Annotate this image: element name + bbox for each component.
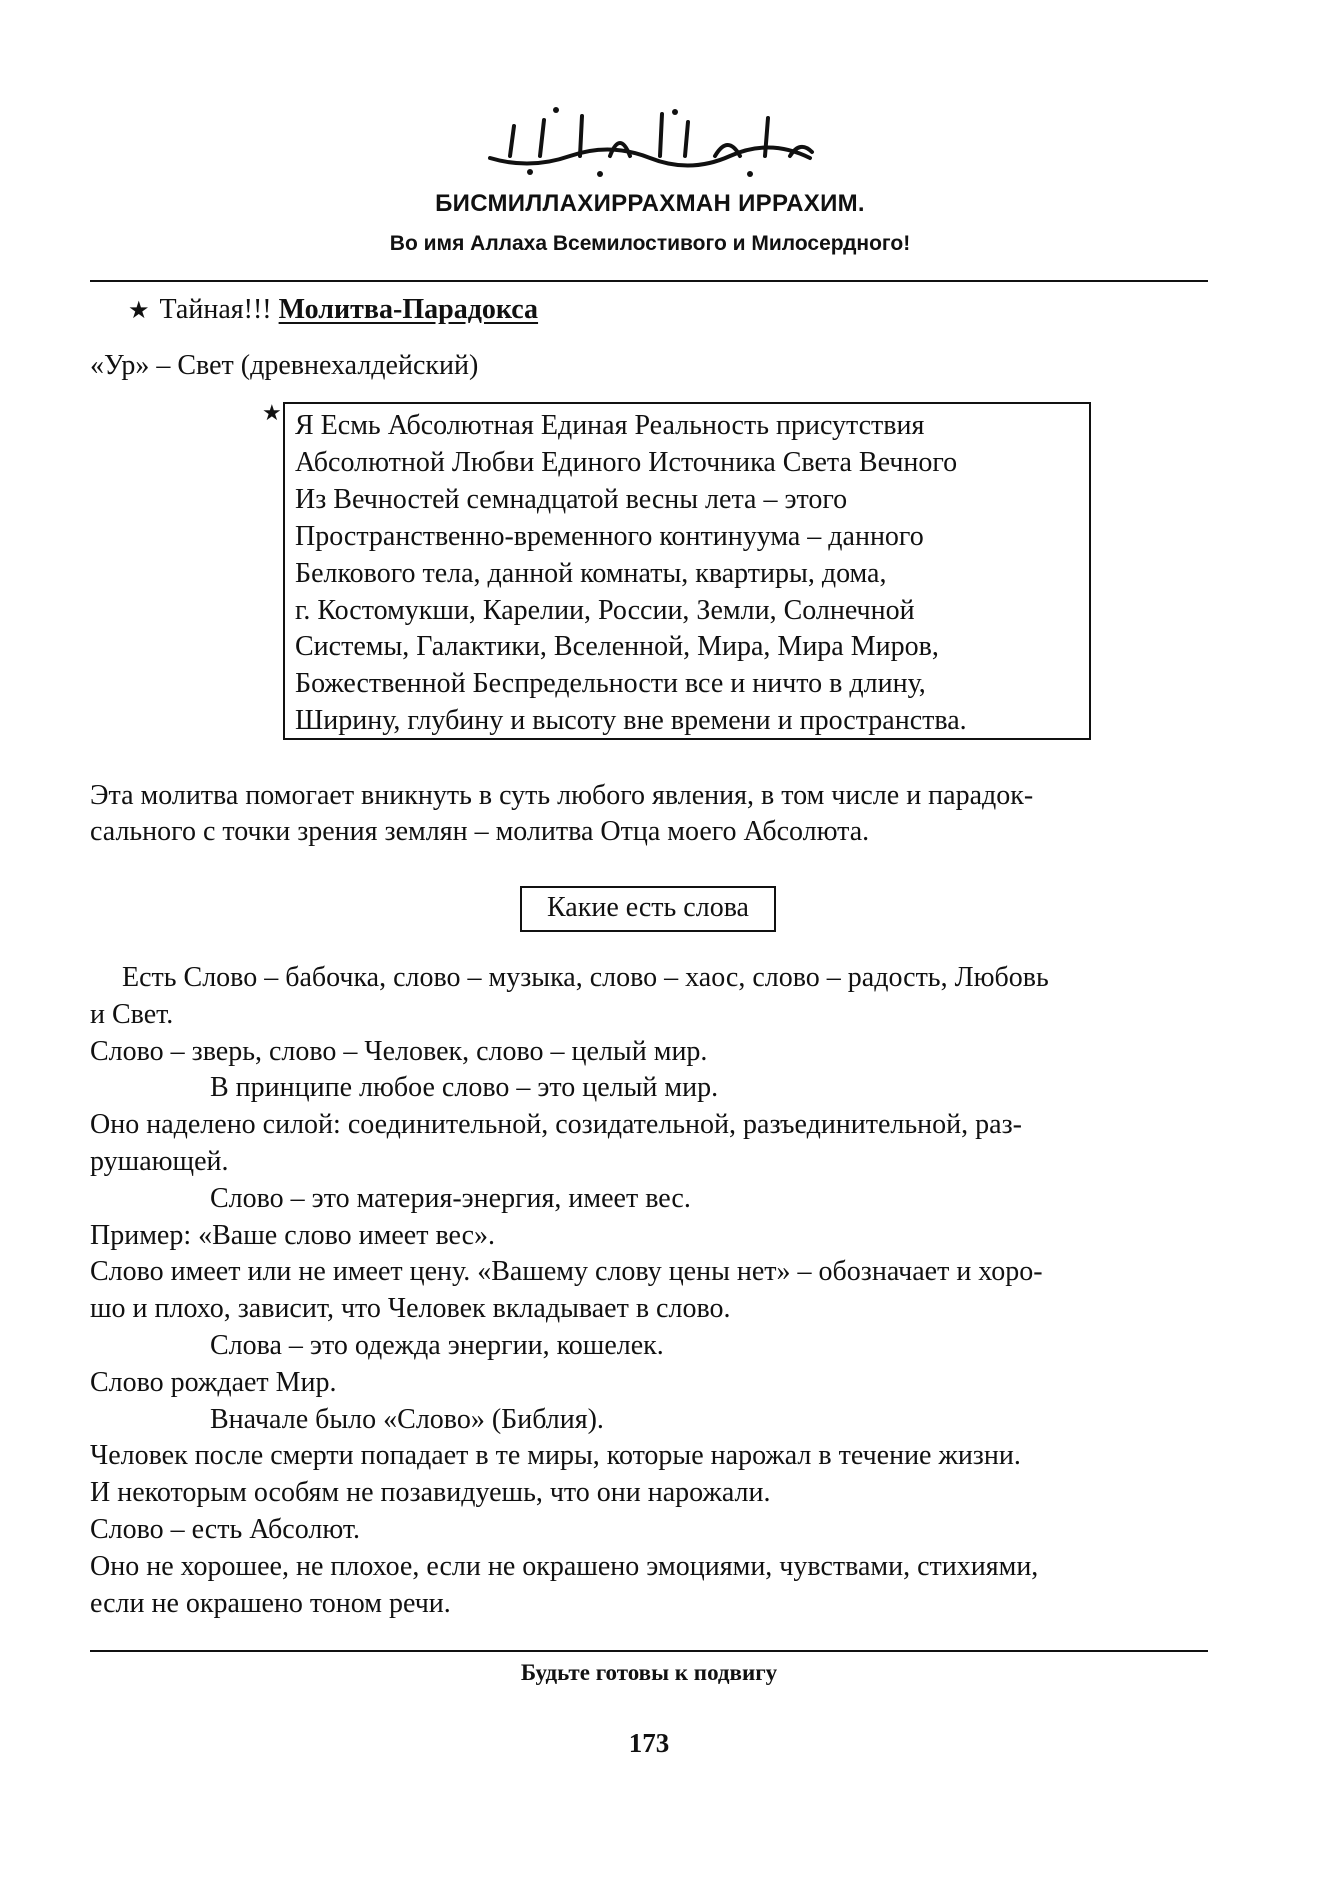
heading-prefix: Тайная!!!	[159, 294, 272, 325]
prayer-line: Божественной Беспредельности все и ничто в длину,	[295, 668, 926, 700]
body-line: Слово – есть Абсолют.	[90, 1513, 360, 1545]
body-text	[90, 960, 1208, 1622]
prayer-line: Абсолютной Любви Единого Источника Света Вечного	[295, 446, 958, 478]
page-number: 173	[628, 1728, 670, 1758]
body-line: если не окрашено тоном речи.	[90, 1587, 451, 1619]
body-line: Слово имеет или не имеет цену. «Вашему слову цены нет» – обозначает и хоро-	[90, 1256, 1043, 1288]
body-line: рушающей.	[90, 1145, 229, 1177]
header-title: БИСМИЛЛАХИРРАХМАН ИРРАХИМ.	[435, 190, 865, 217]
page-header	[90, 100, 1210, 256]
body-line: Слово рождает Мир.	[90, 1366, 337, 1398]
prayer-line: Пространственно-временного континуума – данного	[295, 520, 924, 552]
body-line: Человек после смерти попадает в те миры, которые нарожал в течение жизни.	[90, 1440, 1021, 1472]
heading-title: Молитва-Парадокса	[278, 294, 539, 325]
header-divider	[90, 280, 1208, 282]
prayer-line: г. Костомукши, Карелии, России, Земли, Солнечной	[295, 594, 915, 626]
body-line: И некоторым особям не позавидуешь, что они нарожали.	[90, 1477, 771, 1509]
prayer-line: Из Вечностей семнадцатой весны лета – этого	[295, 483, 848, 515]
body-line: шо и плохо, зависит, что Человек вкладывает в слово.	[90, 1293, 731, 1325]
prayer-line: Я Есмь Абсолютная Единая Реальность присутствия	[295, 410, 925, 441]
footer-divider	[90, 1650, 1208, 1652]
star-icon: ★	[128, 298, 150, 324]
body-line: В принципе любое слово – это целый мир.	[210, 1072, 719, 1104]
prayer-line: Ширину, глубину и высоту вне времени и пространства.	[295, 705, 967, 737]
body-line: Слово – это материя-энергия, имеет вес.	[210, 1182, 691, 1214]
words-title: Какие есть слова	[520, 886, 776, 932]
prayer-box	[283, 402, 1091, 740]
star-icon: ★	[262, 400, 282, 425]
description-line: сального с точки зрения землян – молитва Отца моего Абсолюта.	[90, 816, 870, 847]
basmala-calligraphy	[470, 100, 830, 180]
body-line: Слово – зверь, слово – Человек, слово – целый мир.	[90, 1035, 708, 1067]
body-line: Вначале было «Слово» (Библия).	[210, 1403, 604, 1435]
body-line: Пример: «Ваше слово имеет вес».	[90, 1219, 496, 1251]
body-line: Слова – это одежда энергии, кошелек.	[210, 1329, 664, 1361]
section-heading	[128, 292, 538, 329]
body-line: Есть Слово – бабочка, слово – музыка, слово – хаос, слово – радость, Любовь	[122, 962, 1049, 993]
footer-text: Будьте готовы к подвигу	[520, 1660, 778, 1685]
ur-definition: «Ур» – Свет (древнехалдейский)	[90, 350, 479, 381]
description-line: Эта молитва помогает вникнуть в суть любого явления, в том числе и парадок-	[90, 780, 1034, 811]
prayer-line: Системы, Галактики, Вселенной, Мира, Мира Миров,	[295, 631, 939, 663]
prayer-line: Белкового тела, данной комнаты, квартиры, дома,	[295, 557, 887, 589]
body-line: Оно не хорошее, не плохое, если не окрашено эмоциями, чувствами, стихиями,	[90, 1550, 1039, 1582]
header-subtitle: Во имя Аллаха Всемилостивого и Милосердного!	[389, 232, 911, 255]
body-line: Оно наделено силой: соединительной, созидательной, разъединительной, раз-	[90, 1109, 1022, 1141]
body-line: и Свет.	[90, 998, 174, 1030]
